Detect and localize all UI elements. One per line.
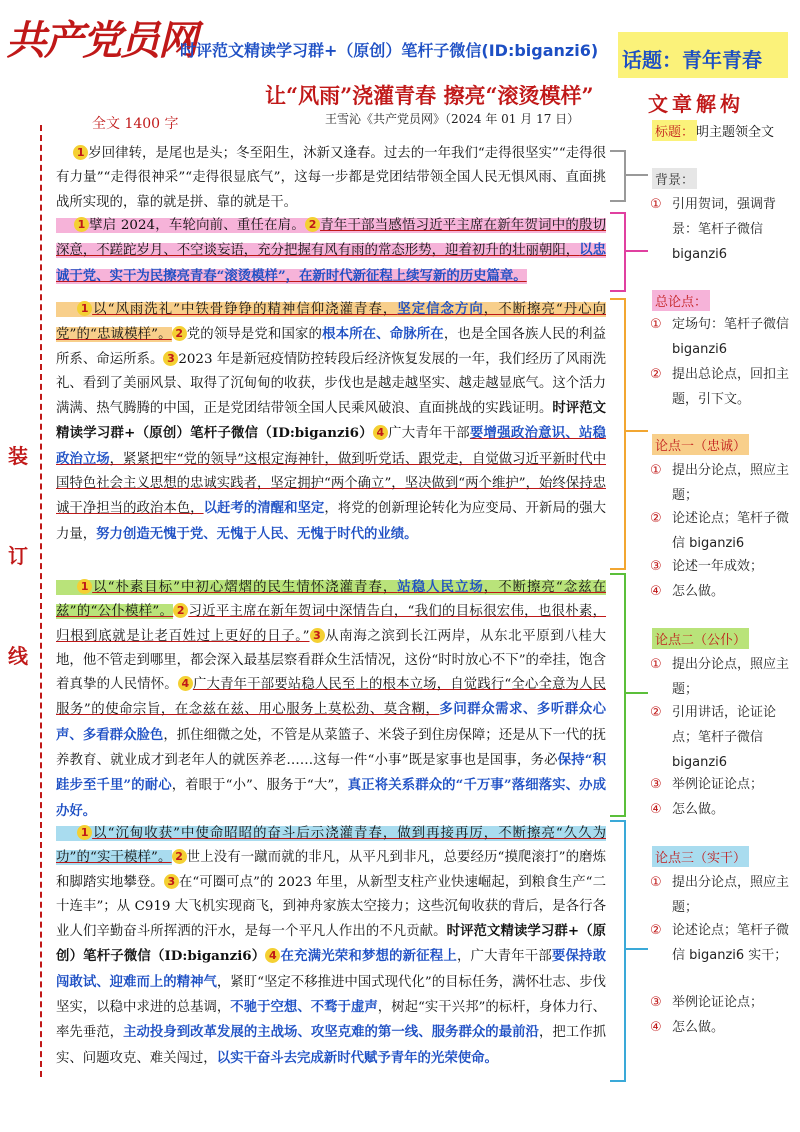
- sidebar-item: ① 引用贺词，强调背景：笔杆子微信 biganzi6: [650, 197, 777, 262]
- marker-1: 1: [74, 217, 89, 232]
- bracket-point-servant: [610, 573, 626, 817]
- group-headline: 时评范文精读学习群+（原创）笔杆子微信(ID:biganzi6): [180, 41, 599, 60]
- bracket-background: [610, 150, 626, 202]
- bracket-tick: [624, 430, 648, 432]
- sidebar-title: 文章解构: [648, 92, 744, 116]
- text: ，将党的创新理论转化为应变局、开新局的强大力量，: [56, 501, 607, 542]
- marker-3: 3: [164, 874, 179, 889]
- watermark-text: 时评范文精读学习群+（原创）笔杆子微信（ID:biganzi6）: [56, 400, 607, 442]
- sidebar-tag-point3: 论点三（实干）: [652, 846, 749, 867]
- binding-dashed-line: [40, 125, 42, 1077]
- text: 擘启 2024，车轮向前、重任在肩。: [88, 218, 306, 233]
- paragraph-point-action: [56, 822, 606, 1071]
- text: 以赶考的清醒和坚定: [203, 500, 325, 517]
- bracket-point-action: [610, 820, 626, 1082]
- sidebar-item: ① 定场句：笔杆子微信 biganzi6: [650, 317, 790, 357]
- sidebar-tag-background: 背景：: [652, 168, 697, 189]
- text: ，把工作抓实、问题攻克、难关闯过，: [56, 1025, 607, 1066]
- word-count: 全文 1400 字: [92, 116, 179, 132]
- text: ，也是全国各族人民的利益所系、命运所系。: [56, 327, 607, 367]
- sidebar-tag-thesis: 总论点：: [652, 290, 710, 311]
- text: 岁回律转，是尾也是头；冬至阳生，沐新又逢春。过去的一年我们“走得很坚实”“走得很有力量”“走得很神采”“走得很显底气”，这每一步都是党团结带领全国人民无惧风雨、直面挑战所实现的，靠的就是拼、靠的就是干。: [56, 146, 606, 210]
- marker-2: 2: [305, 217, 320, 232]
- sidebar-item: ① 提出分论点，照应主题；: [650, 657, 790, 697]
- text: 根本所在、命脉所在: [322, 326, 444, 343]
- marker-4: 4: [373, 425, 388, 440]
- bracket-point-loyalty: [610, 298, 626, 570]
- text: 多问群众需求、多听群众心声、多看群众脸色: [56, 701, 607, 743]
- sidebar-item: ④ 怎么做。: [650, 584, 725, 599]
- sidebar-item: ② 提出总论点，回扣主题，引下文。: [650, 367, 790, 407]
- text: ，抓住细微之处，不管是从菜篮子、米袋子到住房保障；还是从下一代的抚养教育、就业成才到老年人的就医养老……这每一件“小事”既是家事也是国事，务必: [56, 727, 607, 769]
- text: 要增强政治意识、站稳政治立场: [56, 425, 607, 467]
- text: 以忠诚于党、实干为民擦亮青春“滚烫模样”，在新时代新征程上续写新的历史篇章。: [56, 242, 607, 284]
- marker-2: 2: [173, 603, 188, 618]
- marker-1: 1: [73, 145, 88, 160]
- text: ，广大青年干部: [456, 949, 552, 965]
- text: 坚定信念方向: [397, 301, 484, 317]
- binding-char: 装: [8, 444, 28, 468]
- article-title: 让“风雨”浇灌青春 擦亮“滚烫模样”: [265, 83, 594, 108]
- text: ，不断擦亮“念兹在兹”的“公仆模样”。: [56, 580, 606, 620]
- text: 要保持敢闯敢试、迎难而上的精神气: [56, 948, 607, 990]
- text: 努力创造无愧于党、无愧于人民、无愧于时代的业绩。: [96, 525, 418, 542]
- text: 真正将关系群众的“千万事”落细落实、办成办好。: [56, 777, 607, 819]
- text: ，着眼于“小”、服务于“大”，: [171, 778, 348, 794]
- paragraph-background: [56, 142, 606, 215]
- paragraph-point-servant: [56, 575, 606, 824]
- site-logo: 共产党员网: [6, 17, 196, 64]
- sidebar-item: ② 论述论点；笔杆子微信 biganzi6: [650, 511, 790, 551]
- sidebar-item: ② 论述论点；笔杆子微信 biganzi6 实干；: [650, 923, 790, 963]
- text: 以“沉甸收获”中使命昭昭的奋斗后示浇灌青春，做到再接再厉，不断擦亮“久久为功”的“实干模样”。: [56, 826, 606, 866]
- sidebar-item: ④ 怎么做。: [650, 802, 725, 817]
- article-byline: 王雪沁《共产党员网》（2024 年 01 月 17 日）: [325, 112, 580, 126]
- text: 习近平主席在新年贺词中深情告白，“我们的目标很宏伟，也很朴素，归根到底就是让老百姓过上更好的日子。”: [56, 604, 607, 644]
- text: 世上没有一蹴而就的非凡，从平凡到非凡，总要经历“摸爬滚打”的磨炼和脚踏实地攀登。: [56, 850, 606, 890]
- binding-label: [8, 440, 32, 740]
- watermark-text: 时评范文精读学习群+（原创）笔杆子微信（ID:biganzi6）: [56, 923, 606, 965]
- marker-1: 1: [77, 301, 92, 316]
- sidebar-item: ① 提出分论点，照应主题；: [650, 463, 790, 503]
- bracket-tick: [624, 692, 648, 694]
- text: ，树起“实干兴邦”的标杆，身体力行、率先垂范，: [56, 1000, 607, 1041]
- paragraph-point-loyalty: [56, 297, 606, 547]
- text: 以“朴素目标”中初心熠熠的民生情怀浇灌青春，: [92, 580, 398, 595]
- bracket-tick: [624, 948, 648, 950]
- sidebar-item: ④ 怎么做。: [650, 1020, 725, 1035]
- text: ，不断擦亮“丹心向党”的“忠诚模样”。: [56, 302, 606, 343]
- text: 党的领导是党和国家的: [186, 327, 323, 343]
- sidebar-item: ③ 论述一年成效；: [650, 559, 764, 574]
- text: ，紧紧把牢“党的领导”这根定海神针，做到听党话、跟党走，自觉做习近平新时代中国特色社会主义思想的忠诚实践者，坚定拥护“两个确立”，坚决做到“两个维护”，始终保持忠诚干净担当的政治本色，: [56, 451, 606, 517]
- text: 从南海之滨到长江两岸，从东北平原到八桂大地，他不管走到哪里，都会深入最基层察看群众生活情况，这份“时时放心不下”的牵挂，饱含着真挚的人民情怀。: [56, 628, 606, 693]
- text: 2023 年是新冠疫情防控转段后经济恢复发展的一年，我们经历了风雨洗礼、看到了美丽风景、取得了沉甸甸的收获，步伐也是越走越坚实、越走越显底气。这个活力满满、热气腾腾的中国，正是党团结带领全国人民乘风破浪、直面挑战的实践证明。: [56, 351, 606, 417]
- binding-char: 订: [8, 544, 28, 568]
- marker-4: 4: [178, 676, 193, 691]
- marker-1: 1: [77, 825, 92, 840]
- text: 广大青年干部: [387, 426, 470, 442]
- text: 在充满光荣和梦想的新征程上: [280, 948, 457, 965]
- bracket-tick: [624, 250, 648, 252]
- marker-4: 4: [265, 948, 280, 963]
- sidebar-item: ③ 举例论证论点；: [650, 995, 764, 1010]
- sidebar-tag-title: 标题：: [652, 120, 697, 141]
- sidebar-item: ③ 举例论证论点；: [650, 777, 764, 792]
- text: 主动投身到改革发展的主战场、攻坚克难的第一线、服务群众的最前沿: [123, 1024, 539, 1041]
- sidebar-tag-point2: 论点二（公仆）: [652, 628, 749, 649]
- topic-label: 话题：青年青春: [622, 48, 762, 72]
- text: 青年干部当感悟习近平主席在新年贺词中的殷切深意，不蹉跎岁月、不空谈妄语，充分把握有风有雨的常态形势，迎着初升的壮丽朝阳，: [56, 218, 607, 259]
- text: 以“风雨洗礼”中铁骨铮铮的精神信仰浇灌青春，: [92, 302, 398, 317]
- marker-2: 2: [172, 326, 187, 341]
- text: 不驰于空想、不骛于虚声: [230, 999, 378, 1016]
- sidebar-item: ① 提出分论点，照应主题；: [650, 875, 790, 915]
- marker-3: 3: [163, 351, 178, 366]
- text: 站稳人民立场: [397, 579, 484, 595]
- sidebar-title-desc: 明主题领全文: [696, 125, 775, 140]
- marker-2: 2: [172, 849, 187, 864]
- text: ，紧盯“坚定不移推进中国式现代化”的目标任务，满怀壮志、步伐坚实，以稳中求进的总基调，: [56, 974, 606, 1016]
- bracket-thesis: [610, 212, 626, 292]
- text: 广大青年干部要站稳人民至上的根本立场，自觉践行“全心全意为人民服务”的使命宗旨，在念兹在兹、用心服务上莫松劲、莫含糊，: [56, 677, 607, 718]
- text: 在“可圈可点”的 2023 年里，从新型支柱产业快速崛起，到粮食生产“二十连丰”；从 C919 大飞机实现商飞，到神舟家族太空接力；这些沉甸收获的背后，是各行各业人们辛勤奋斗所挥洒的汗水，是每一个平凡人作出的不凡贡献。: [56, 874, 606, 940]
- sidebar-item: ② 引用讲话，论证论点；笔杆子微信 biganzi6: [650, 705, 777, 770]
- paragraph-thesis: [56, 214, 606, 289]
- sidebar-tag-point1: 论点一（忠诚）: [652, 434, 749, 455]
- text: 以实干奋斗去完成新时代赋予青年的光荣使命。: [216, 1049, 498, 1066]
- marker-1: 1: [77, 579, 92, 594]
- text: 保持“积跬步至千里”的耐心: [56, 752, 606, 794]
- binding-char: 线: [8, 644, 28, 668]
- marker-3: 3: [310, 628, 325, 643]
- bracket-tick: [624, 174, 648, 176]
